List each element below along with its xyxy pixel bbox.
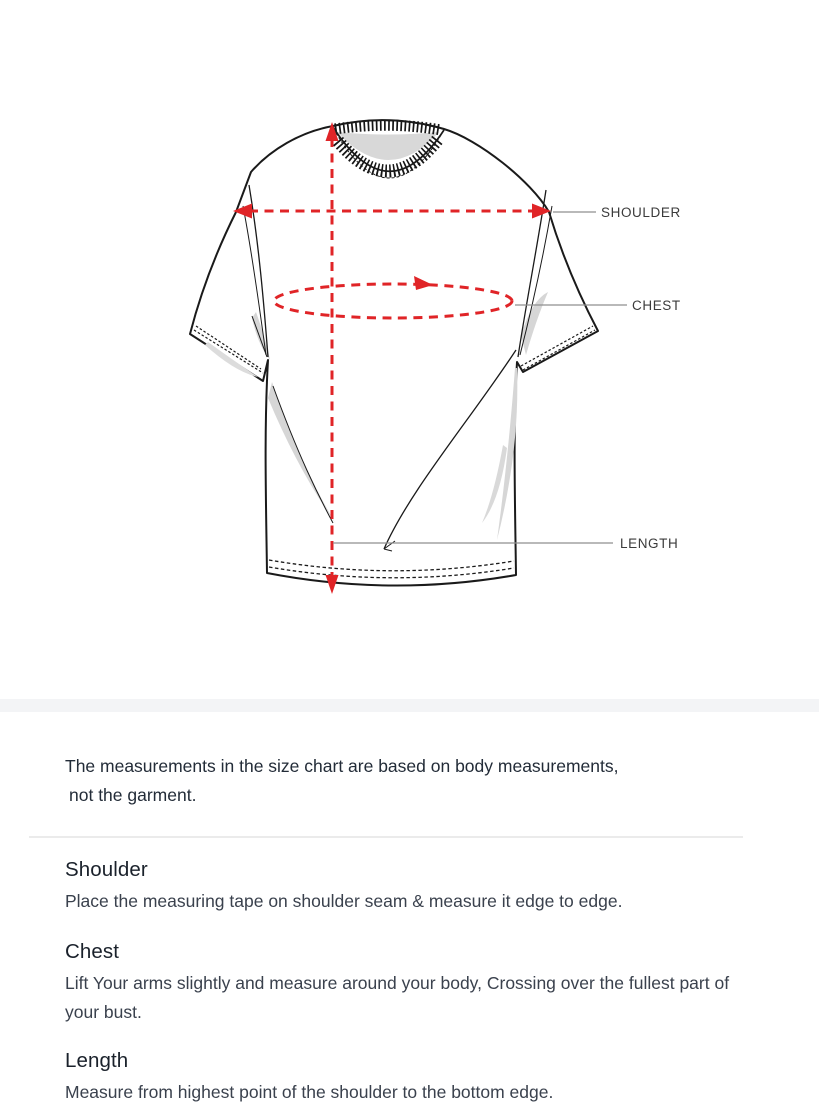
tshirt-outline [190,120,598,585]
section-divider-band [0,699,819,712]
length-label: LENGTH [620,536,679,551]
shoulder-section [65,858,733,916]
chest-section [65,940,733,1027]
length-section-title: Length [65,1049,129,1072]
measurement-note-line1: The measurements in the size chart are based on body measurements, [65,756,619,776]
shoulder-section-description: Place the measuring tape on shoulder seam & measure it edge to edge. [65,891,623,911]
arrow-down-icon [326,575,339,594]
horizontal-rule [29,836,743,838]
measurement-note [65,752,765,810]
chest-section-title: Chest [65,940,120,963]
measurement-note-line2: not the garment. [69,785,197,805]
length-section-description: Measure from highest point of the shoulder to the bottom edge. [65,1082,554,1102]
chest-section-description: Lift Your arms slightly and measure around your body, Crossing over the fullest part of your bust. [65,973,730,1022]
chest-label: CHEST [632,298,681,313]
shoulder-section-title: Shoulder [65,858,148,881]
length-section [65,1049,733,1107]
shoulder-label: SHOULDER [601,205,681,220]
